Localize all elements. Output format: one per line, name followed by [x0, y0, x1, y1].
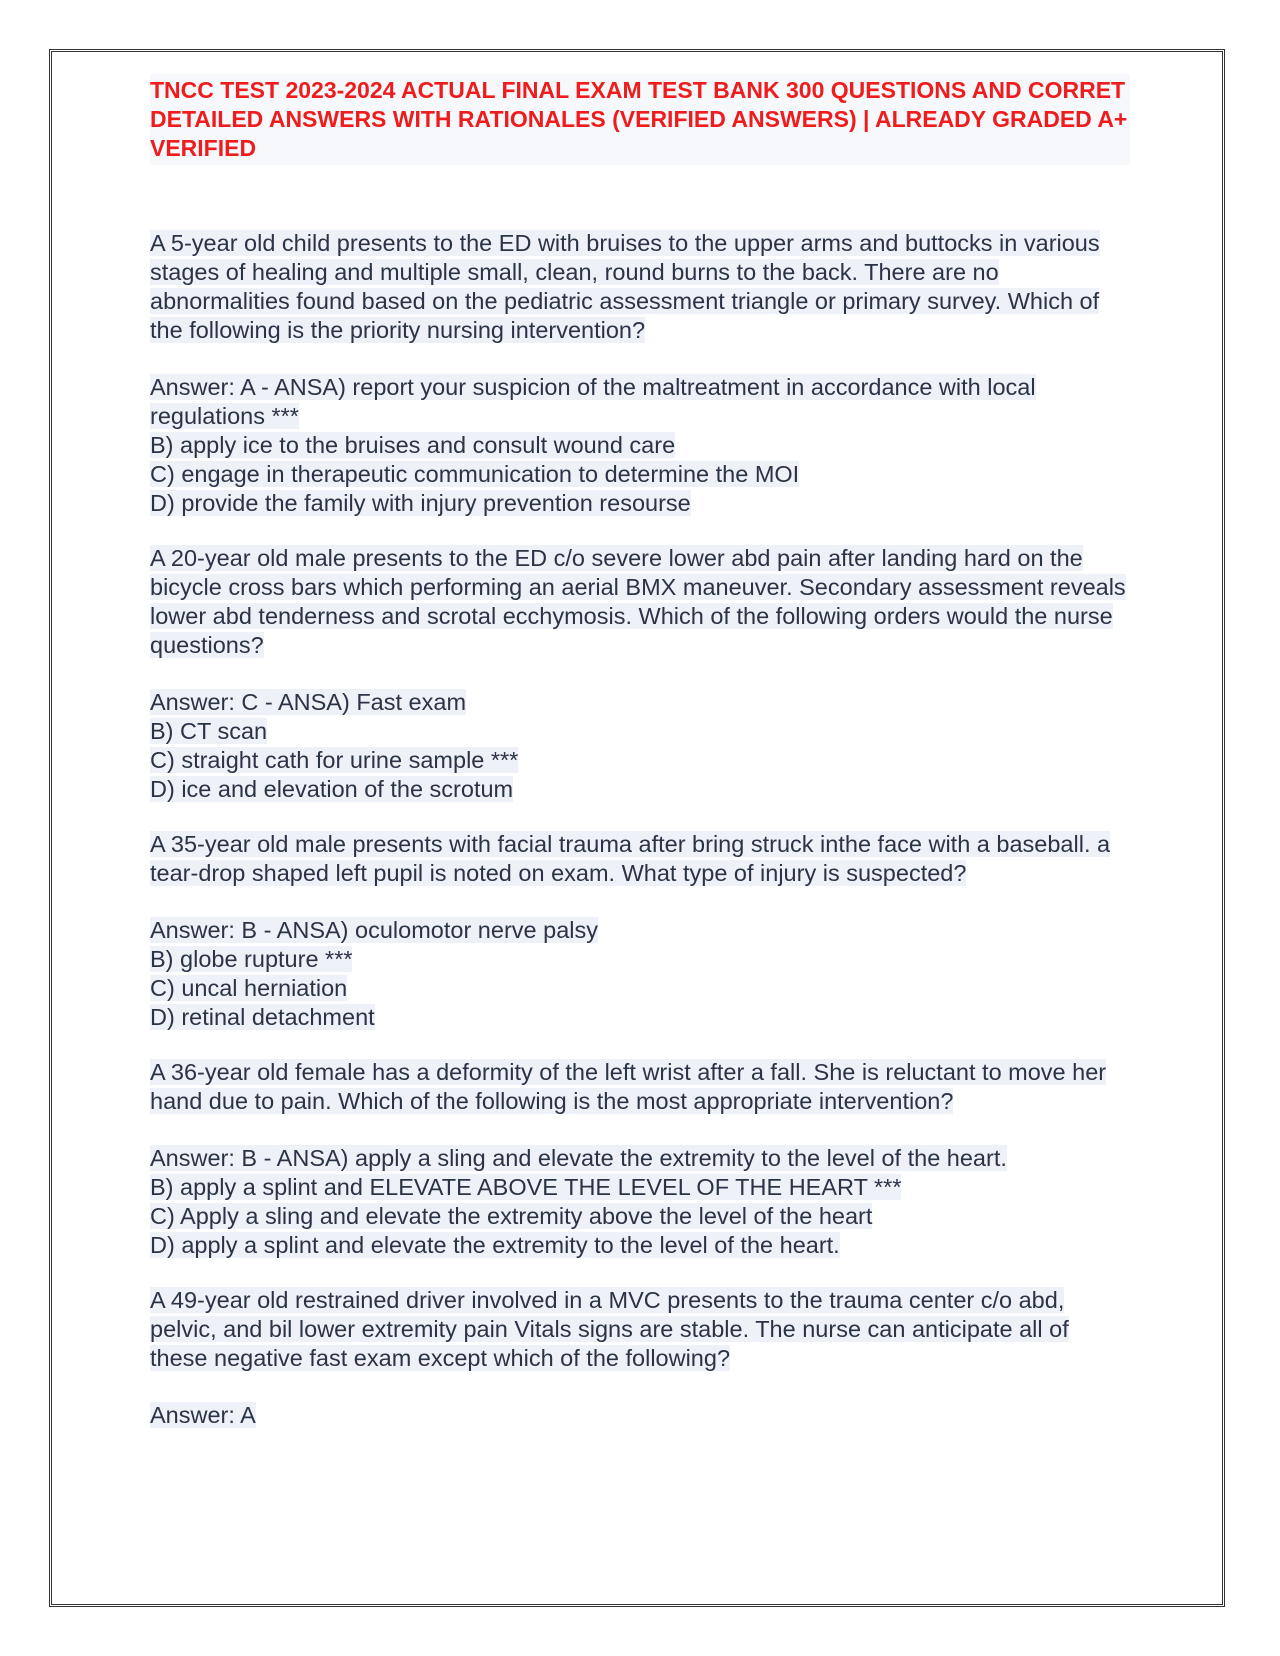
answer-option: C) uncal herniation	[150, 975, 348, 1001]
question-block	[150, 544, 1130, 804]
question-text: A 35-year old male presents with facial trauma after bring struck inthe face with a baseball. a tear-drop shaped left pupil is noted on exam. What type of injury is suspected?	[150, 831, 1111, 886]
question-block	[150, 229, 1130, 518]
answer-line: Answer: B - ANSA) oculomotor nerve palsy	[150, 917, 598, 943]
answer-option: C) straight cath for urine sample ***	[150, 747, 519, 773]
question-block	[150, 1286, 1130, 1430]
answer-option: B) CT scan	[150, 718, 268, 744]
answer-line: Answer: B - ANSA) apply a sling and elevate the extremity to the level of the heart.	[150, 1145, 1007, 1171]
question-block	[150, 830, 1130, 1032]
answer-block	[150, 916, 1130, 1032]
question-text: A 20-year old male presents to the ED c/o severe lower abd pain after landing hard on the bicycle cross bars which performing an aerial BMX maneuver. Secondary assessment reveals lower abd tenderness and scrotal ecchymosis. Which of the following orders would the nurse questions?	[150, 545, 1126, 658]
answer-option: B) apply a splint and ELEVATE ABOVE THE LEVEL OF THE HEART ***	[150, 1174, 902, 1200]
answer-option: D) apply a splint and elevate the extremity to the level of the heart.	[150, 1232, 840, 1258]
answer-line: Answer: C - ANSA) Fast exam	[150, 689, 467, 715]
answer-block	[150, 373, 1130, 518]
answer-option: C) Apply a sling and elevate the extremity above the level of the heart	[150, 1203, 873, 1229]
answer-block	[150, 688, 1130, 804]
answer-line: Answer: A - ANSA) report your suspicion of the maltreatment in accordance with local regulations ***	[150, 374, 1036, 429]
answer-line: Answer: A	[150, 1402, 256, 1428]
question-text: A 5-year old child presents to the ED with bruises to the upper arms and buttocks in various stages of healing and multiple small, clean, round burns to the back. There are no abnormalities found based on the pediatric assessment triangle or primary survey. Which of the following is the priority nursing intervention?	[150, 230, 1100, 343]
question-text: A 49-year old restrained driver involved in a MVC presents to the trauma center c/o abd, pelvic, and bil lower extremity pain Vitals signs are stable. The nurse can anticipate all of these negative fast exam except which of the following?	[150, 1287, 1069, 1371]
answer-option: B) apply ice to the bruises and consult wound care	[150, 432, 676, 458]
answer-block	[150, 1401, 1130, 1430]
question-text: A 36-year old female has a deformity of the left wrist after a fall. She is reluctant to move her hand due to pain. Which of the following is the most appropriate intervention?	[150, 1059, 1107, 1114]
answer-option: B) globe rupture ***	[150, 946, 353, 972]
answer-option: D) retinal detachment	[150, 1004, 375, 1030]
answer-option: D) ice and elevation of the scrotum	[150, 776, 514, 802]
document-body	[150, 74, 1130, 1430]
answer-option: D) provide the family with injury prevention resourse	[150, 490, 691, 516]
answer-option: C) engage in therapeutic communication to determine the MOI	[150, 461, 800, 487]
answer-block	[150, 1144, 1130, 1260]
question-block	[150, 1058, 1130, 1260]
document-title: TNCC TEST 2023-2024 ACTUAL FINAL EXAM TEST BANK 300 QUESTIONS AND CORRET DETAILED ANSWERS WITH RATIONALES (VERIFIED ANSWERS) | ALREADY GRADED A+ VERIFIED	[150, 74, 1130, 165]
